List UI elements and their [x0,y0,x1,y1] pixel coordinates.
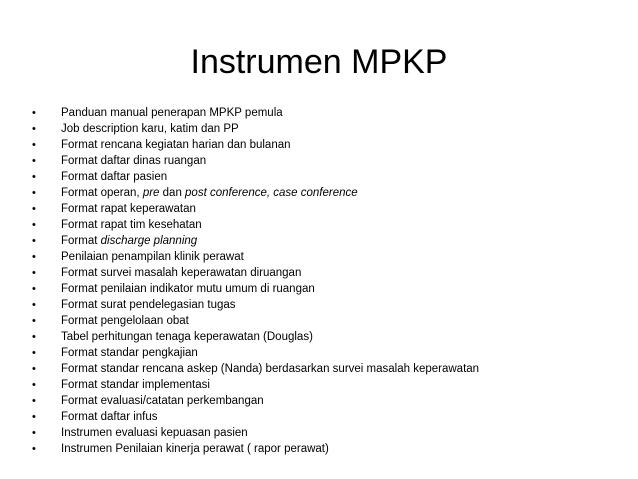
text-segment: Job description karu, katim dan PP [61,123,239,135]
text-segment: Format [61,235,101,247]
text-segment: Penilaian penampilan klinik perawat [61,251,244,263]
text-segment: Format daftar infus [61,411,158,423]
bullet-icon: • [32,283,36,295]
list-item [32,393,622,409]
list-item [32,297,622,313]
text-segment: Format pengelolaan obat [61,315,189,327]
list-item [32,137,622,153]
text-segment: Format operan, [61,187,143,199]
bullet-icon: • [32,379,36,391]
list-item [32,441,622,457]
bullet-icon: • [32,331,36,343]
list-item-text [61,329,313,345]
italic-text: discharge planning [100,235,198,247]
text-segment: Instrumen evaluasi kepuasan pasien [61,427,248,439]
list-item [32,281,622,297]
list-item-text [61,201,196,217]
bullet-icon: • [32,155,36,167]
bullet-icon: • [32,363,36,375]
list-item-text [61,137,291,153]
list-item [32,409,622,425]
list-item [32,169,622,185]
list-item [32,329,622,345]
text-segment: Format daftar dinas ruangan [61,155,207,167]
text-segment: Format standar rencana askep (Nanda) berdasarkan survei masalah keperawatan [61,363,480,375]
list-item-text [61,361,479,377]
bullet-icon: • [32,123,36,135]
bullet-icon: • [32,347,36,359]
text-segment: Format standar pengkajian [61,347,198,359]
list-item [32,105,622,121]
list-item-text [61,233,197,249]
list-item [32,201,622,217]
list-item-text [61,297,236,313]
list-item-text [61,393,264,409]
text-segment: Instrumen Penilaian kinerja perawat ( rapor perawat) [61,443,329,455]
list-item [32,361,622,377]
list-item-text [61,345,198,361]
list-item-text [61,409,158,425]
text-segment: Format rapat keperawatan [61,203,196,215]
list-item [32,185,622,201]
bullet-icon: • [32,235,36,247]
bullet-icon: • [32,139,36,151]
list-item [32,249,622,265]
text-segment: Format penilaian indikator mutu umum di ruangan [61,283,315,295]
bullet-icon: • [32,411,36,423]
list-item-text [61,377,210,393]
bullet-icon: • [32,315,36,327]
text-segment: Format survei masalah keperawatan diruangan [61,267,302,279]
list-item-text [61,153,206,169]
list-item-text [61,169,167,185]
bullet-icon: • [32,427,36,439]
list-item-text [61,281,315,297]
list-item-text [61,425,248,441]
bullet-icon: • [32,267,36,279]
list-item-text [61,313,189,329]
bullet-list [32,105,622,457]
list-item [32,217,622,233]
list-item-text [61,217,202,233]
list-item-text [61,265,301,281]
slide-title: Instrumen MPKP [190,43,448,81]
list-item-text [61,249,244,265]
list-item [32,345,622,361]
bullet-icon: • [32,203,36,215]
bullet-icon: • [32,299,36,311]
bullet-icon: • [32,251,36,263]
bullet-icon: • [32,395,36,407]
list-item [32,265,622,281]
bullet-icon: • [32,219,36,231]
list-item-text [61,121,239,137]
text-segment: Format evaluasi/catatan perkembangan [61,395,264,407]
list-item [32,153,622,169]
list-item [32,377,622,393]
text-segment: dan [159,187,186,199]
text-segment: Format surat pendelegasian tugas [61,299,236,311]
text-segment: Tabel perhitungan tenaga keperawatan (Douglas) [61,331,313,343]
list-item [32,313,622,329]
italic-text: pre [142,187,160,199]
list-item [32,425,622,441]
list-item [32,233,622,249]
bullet-icon: • [32,187,36,199]
text-segment: Panduan manual penerapan MPKP pemula [61,107,283,119]
bullet-icon: • [32,107,36,119]
bullet-icon: • [32,443,36,455]
text-segment: Format daftar pasien [61,171,168,183]
list-item-text [61,185,358,201]
text-segment: Format rencana kegiatan harian dan bulanan [61,139,291,151]
italic-text: post conference, case conference [185,187,358,199]
text-segment: Format standar implementasi [61,379,210,391]
bullet-icon: • [32,171,36,183]
text-segment: Format rapat tim kesehatan [61,219,202,231]
list-item-text [61,105,283,121]
list-item [32,121,622,137]
list-item-text [61,441,329,457]
